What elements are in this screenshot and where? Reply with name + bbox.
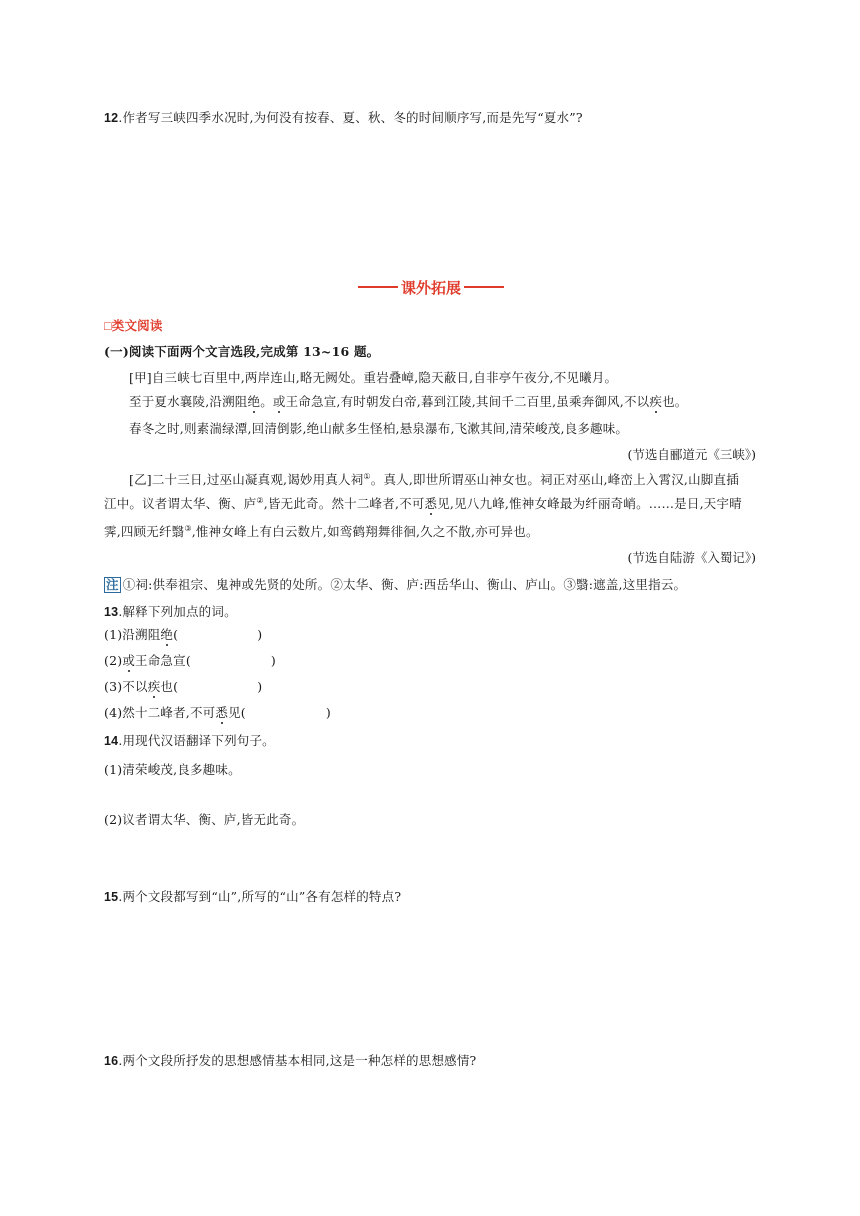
section-title <box>358 277 504 297</box>
text-segment: 至于夏水襄陵,沿溯阻 <box>129 394 248 409</box>
item-text: 见( <box>228 705 246 720</box>
passage-jia-source: (节选自郦道元《三峡》) <box>627 447 756 462</box>
dotted-word: 或 <box>122 653 136 668</box>
item-text: 王命急宣( <box>135 653 191 668</box>
dotted-word: 绝 <box>160 627 174 642</box>
passage-yi-line-3 <box>104 524 539 540</box>
item-text: ( <box>173 627 179 642</box>
question-15 <box>104 889 401 905</box>
item-text: ) <box>270 653 276 668</box>
text-segment: 霁,四顾无纤翳 <box>104 524 185 539</box>
question-text: .两个文段都写到“山”,所写的“山”各有怎样的特点? <box>118 889 402 904</box>
title-rule-left <box>358 286 398 288</box>
footnote-marker: ① <box>363 471 371 481</box>
text-segment: 也。 <box>662 394 688 409</box>
item-text: (4)然十二峰者,不可 <box>104 705 216 720</box>
note-label: 注 <box>106 577 119 592</box>
section-title-text: 课外拓展 <box>401 279 462 297</box>
q13-item-3 <box>104 679 262 695</box>
question-13 <box>104 604 237 620</box>
title-rule-right <box>464 286 504 288</box>
question-text: .用现代汉语翻译下列句子。 <box>118 733 275 748</box>
dotted-word: 或 <box>272 394 286 409</box>
q13-item-2 <box>104 653 276 669</box>
question-number: 13 <box>104 605 119 619</box>
dotted-word: 疾 <box>147 679 161 694</box>
question-text: .解释下列加点的词。 <box>118 604 237 619</box>
item-text: 也( <box>160 679 179 694</box>
reading-heading: □类文阅读 <box>104 319 163 333</box>
reading-intro: (一)阅读下面两个文言选段,完成第 13~16 题。 <box>104 344 380 359</box>
dotted-word: 疾 <box>649 394 663 409</box>
dotted-word: 绝 <box>247 394 261 409</box>
text-segment: ,惟神女峰上有白云数片,如鸾鹤翔舞徘徊,久之不散,亦可异也。 <box>191 524 539 539</box>
item-text: ) <box>257 679 263 694</box>
passage-yi-line-2 <box>104 496 742 512</box>
question-text: .作者写三峡四季水况时,为何没有按春、夏、秋、冬的时间顺序写,而是先写“夏水”? <box>118 110 583 125</box>
text-segment: 。真人,即世所谓巫山神女也。祠正对巫山,峰峦上入霄汉,山脚直插 <box>370 472 739 487</box>
text-segment: 见,见八九峰,惟神女峰最为纤丽奇峭。……是日,天宇晴 <box>437 496 742 511</box>
q14-item-1: (1)清荣峻茂,良多趣味。 <box>104 762 241 777</box>
dotted-word: 悉 <box>215 705 229 720</box>
q13-item-1 <box>104 627 262 643</box>
item-text: (3)不以 <box>104 679 148 694</box>
passage-jia-line-1: [甲]自三峡七百里中,两岸连山,略无阙处。重岩叠嶂,隐天蔽日,自非亭午夜分,不见曦月。 <box>129 370 618 385</box>
question-text: .两个文段所抒发的思想感情基本相同,这是一种怎样的思想感情? <box>118 1053 477 1068</box>
text-segment: 。 <box>260 394 273 409</box>
passage-jia-line-2 <box>129 394 687 410</box>
item-text: ) <box>325 705 331 720</box>
item-text: ) <box>257 627 263 642</box>
passage-yi-source: (节选自陆游《入蜀记》) <box>627 550 756 565</box>
footnote-marker: ③ <box>184 523 192 533</box>
question-number: 12 <box>104 111 119 125</box>
passage-yi-line-1 <box>129 472 739 488</box>
text-segment: [乙]二十三日,过巫山凝真观,谒妙用真人祠 <box>129 472 364 487</box>
question-16 <box>104 1053 476 1069</box>
item-text: (1)沿溯阻 <box>104 627 161 642</box>
passage-jia-line-3: 春冬之时,则素湍绿潭,回清倒影,绝山献多生怪柏,悬泉瀑布,飞漱其间,清荣峻茂,良多趣味。 <box>129 421 629 436</box>
question-12 <box>104 110 583 126</box>
text-segment: 江中。议者谓太华、衡、庐 <box>104 496 257 511</box>
question-14 <box>104 733 275 749</box>
annotation <box>104 577 686 593</box>
text-segment: 王命急宣,有时朝发白帝,暮到江陵,其间千二百里,虽乘奔御风,不以 <box>285 394 650 409</box>
dotted-word: 悉 <box>424 496 438 511</box>
footnote-marker: ② <box>256 495 264 505</box>
q14-item-2: (2)议者谓太华、衡、庐,皆无此奇。 <box>104 812 305 827</box>
q13-item-4 <box>104 705 331 721</box>
question-number: 14 <box>104 734 119 748</box>
item-text: (2) <box>104 653 123 668</box>
question-number: 15 <box>104 890 119 904</box>
question-number: 16 <box>104 1054 119 1068</box>
note-text: ①祠:供奉祖宗、鬼神或先贤的处所。②太华、衡、庐:西岳华山、衡山、庐山。③翳:遮盖,这里指云。 <box>122 577 687 592</box>
text-segment: ,皆无此奇。然十二峰者,不可 <box>263 496 425 511</box>
